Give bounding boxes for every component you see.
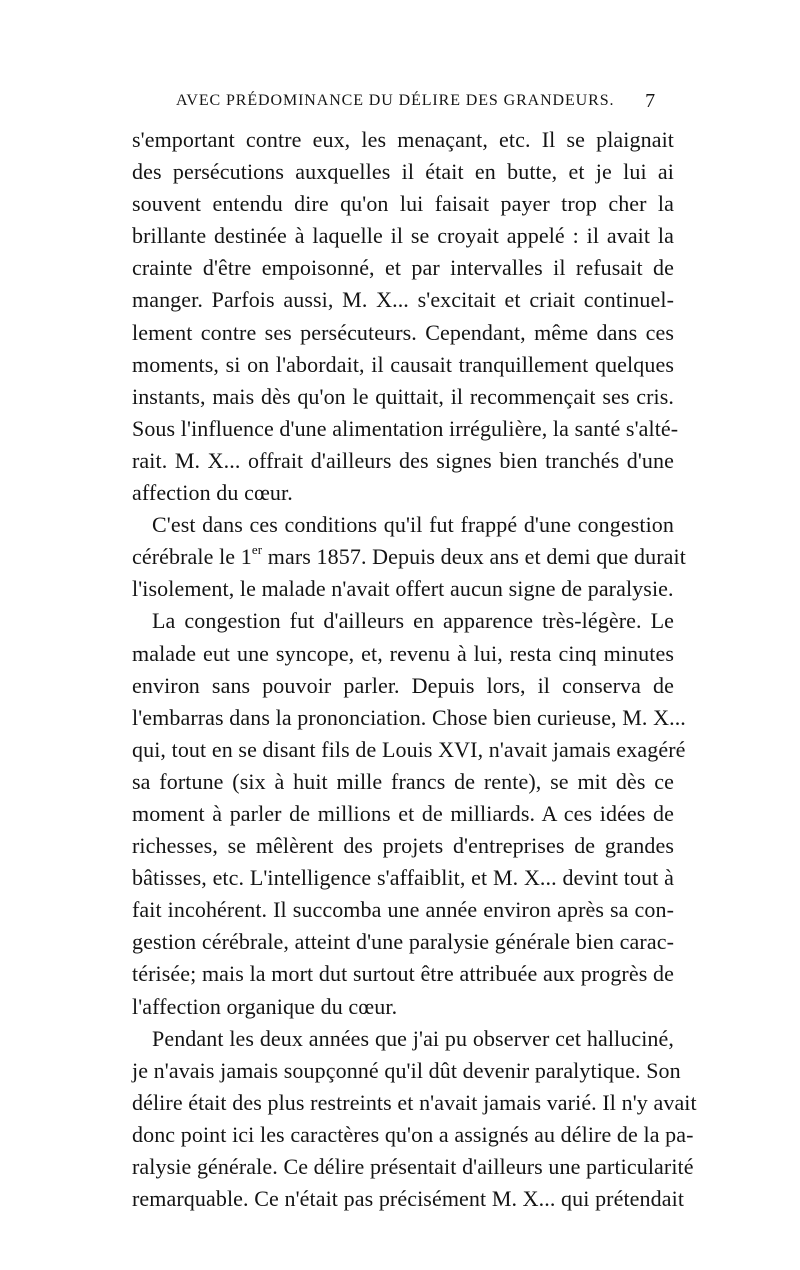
text-line: délire était des plus restreints et n'avait jamais varié. Il n'y avait	[132, 1089, 697, 1115]
text-line: C'est dans ces conditions qu'il fut frappé d'une congestion	[152, 512, 674, 538]
text-line: rait. M. X... offrait d'ailleurs des signes bien tranchés d'une	[132, 447, 674, 473]
text-line: remarquable. Ce n'était pas précisément M. X... qui prétendait	[132, 1186, 685, 1212]
text-line: moments, si on l'abordait, il causait tranquillement quelques	[132, 351, 674, 377]
text-fragment: mars 1857. Depuis deux ans et demi que durait	[262, 544, 686, 570]
text-line-date	[132, 541, 686, 573]
text-line: lement contre ses persécuteurs. Cependant, même dans ces	[132, 319, 674, 345]
text-line: l'affection organique du cœur.	[132, 993, 398, 1019]
text-line: affection du cœur.	[132, 480, 293, 506]
text-line: l'isolement, le malade n'avait offert aucun signe de paralysie.	[132, 576, 674, 602]
text-line: térisée; mais la mort dut surtout être attribuée aux progrès de	[132, 961, 674, 987]
text-line: Sous l'influence d'une alimentation irrégulière, la santé s'alté-	[132, 415, 679, 441]
running-title: AVEC PRÉDOMINANCE DU DÉLIRE DES GRANDEURS.	[176, 92, 615, 109]
text-line: fait incohérent. Il succomba une année environ après sa con-	[132, 897, 674, 923]
text-line: s'emportant contre eux, les menaçant, etc. Il se plaignait	[132, 127, 674, 152]
text-line: souvent entendu dire qu'on lui faisait payer trop cher la	[132, 191, 674, 217]
text-line: bâtisses, etc. L'intelligence s'affaiblit, et M. X... devint tout à	[132, 865, 674, 891]
text-line: je n'avais jamais soupçonné qu'il dût devenir paralytique. Son	[132, 1057, 681, 1083]
text-line: manger. Parfois aussi, M. X... s'excitait et criait continuel-	[132, 287, 674, 313]
text-line: ralysie générale. Ce délire présentait d'ailleurs une particularité	[132, 1154, 694, 1179]
text-line: brillante destinée à laquelle il se croyait appelé : il avait la	[132, 223, 674, 249]
text-line: La congestion fut d'ailleurs en apparence très-légère. Le	[152, 608, 674, 634]
text-line: gestion cérébrale, atteint d'une paralysie générale bien carac-	[132, 929, 674, 955]
text-line: malade eut une syncope, et, revenu à lui, resta cinq minutes	[132, 640, 674, 666]
text-line: qui, tout en se disant fils de Louis XVI, n'avait jamais exagéré	[132, 736, 686, 762]
running-head	[176, 92, 666, 118]
page-number: 7	[645, 90, 656, 112]
text-fragment: cérébrale le 1	[132, 544, 252, 570]
text-line: crainte d'être empoisonné, et par intervalles il refusait de	[132, 255, 674, 281]
text-line: l'embarras dans la prononciation. Chose bien curieuse, M. X...	[132, 704, 686, 730]
text-line: donc point ici les caractères qu'on a assignés au délire de la pa-	[132, 1121, 694, 1147]
text-line: instants, mais dès qu'on le quittait, il recommençait ses cris.	[132, 383, 674, 409]
ordinal-superscript: er	[251, 541, 263, 557]
text-line: sa fortune (six à huit mille francs de rente), se mit dès ce	[132, 768, 674, 794]
text-line: environ sans pouvoir parler. Depuis lors, il conserva de	[132, 672, 674, 698]
text-line: richesses, se mêlèrent des projets d'entreprises de grandes	[132, 833, 674, 859]
text-line: des persécutions auxquelles il était en butte, et je lui ai	[132, 159, 674, 185]
text-line: Pendant les deux années que j'ai pu observer cet halluciné,	[152, 1025, 674, 1051]
body-text	[132, 124, 697, 1215]
text-line: moment à parler de millions et de milliards. A ces idées de	[132, 800, 674, 826]
